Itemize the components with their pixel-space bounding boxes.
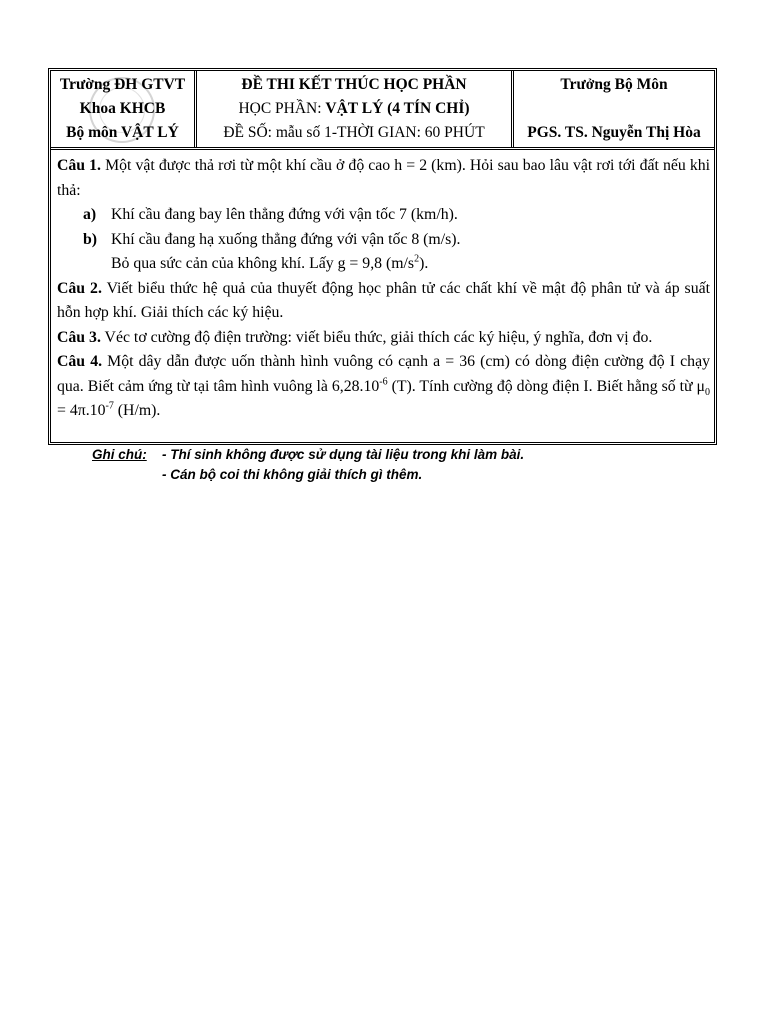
question-1-note (57, 252, 710, 277)
question-3 (57, 326, 710, 351)
question-2 (57, 277, 710, 326)
question-1a-text: Khí cầu đang bay lên thẳng đứng với vận tốc 7 (km/h). (111, 206, 458, 223)
question-1b (57, 228, 710, 253)
question-1b-text: Khí cầu đang hạ xuống thẳng đứng với vận tốc 8 (m/s). (111, 230, 461, 248)
question-4-text: (H/m). (113, 402, 161, 419)
exam-frame (48, 68, 717, 445)
question-1a-label: a) (83, 206, 97, 223)
course-line (197, 97, 511, 121)
question-4-text: Một dây dẫn được uốn thành hình vuông có cạnh a = 36 (cm) có dòng điện cường độ I chạy qua. Biết cảm ứng từ tại tâm hình vuông là 6,28.10 (57, 353, 710, 395)
questions-body (51, 150, 714, 442)
note-label: Ghi chú: (92, 447, 147, 462)
question-1b-label: b) (83, 230, 98, 248)
question-4 (57, 350, 710, 424)
question-3-text: Véc tơ cường độ điện trường: viết biểu thức, giải thích các ký hiệu, ý nghĩa, đơn vị đo. (100, 328, 653, 346)
question-1 (57, 154, 710, 203)
exam-title: ĐỀ THI KẾT THÚC HỌC PHẦN (241, 76, 467, 93)
question-1-label: Câu 1. (57, 157, 102, 174)
question-2-text: Viết biểu thức hệ quả của thuyết động học phân tử các chất khí về mật độ phân tử và áp suất hỗn hợp khí. Giải thích các ký hiệu. (57, 279, 711, 321)
exam-header (51, 71, 714, 150)
exam-info-cell (197, 71, 514, 147)
exponent: 2 (414, 253, 420, 265)
signature-cell (514, 71, 714, 147)
question-1-note-end: ). (419, 255, 429, 272)
school-name: Trường ĐH GTVT (59, 76, 186, 93)
question-1-note-text: Bỏ qua sức cản của không khí. Lấy g = 9,8 (m/s (111, 255, 415, 272)
question-1-text: Một vật được thả rơi từ một khí cầu ở độ cao h = 2 (km). Hỏi sau bao lâu vật rơi tới đất nếu khi thả: (57, 157, 711, 199)
faculty-name: Khoa KHCB (79, 100, 166, 117)
question-2-label: Câu 2. (57, 279, 102, 297)
subscript: 0 (705, 386, 710, 398)
head-title: Trưởng Bộ Môn (560, 76, 668, 93)
course-name: VẬT LÝ (4 TÍN CHỈ) (325, 100, 470, 117)
question-4-text: = 4π.10 (57, 402, 106, 419)
head-name: PGS. TS. Nguyễn Thị Hòa (527, 124, 701, 141)
note-line-1 (92, 445, 524, 465)
question-1a (57, 203, 710, 228)
exam-note (92, 445, 524, 485)
note-text-2: - Cán bộ coi thi không giải thích gì thêm. (162, 467, 423, 482)
exponent: -7 (105, 400, 114, 412)
school-cell (51, 71, 197, 147)
exponent: -6 (379, 376, 388, 388)
question-3-label: Câu 3. (57, 328, 101, 346)
department-name: Bộ môn VẬT LÝ (66, 124, 179, 141)
course-prefix: HỌC PHẦN: (238, 100, 326, 117)
note-text-1: - Thí sinh không được sử dụng tài liệu trong khi làm bài. (162, 447, 525, 462)
question-4-text: (T). Tính cường độ dòng điện I. Biết hằng số từ μ (387, 377, 705, 395)
exam-code: ĐỀ SỐ: mẫu số 1-THỜI GIAN: 60 PHÚT (223, 124, 485, 141)
question-4-label: Câu 4. (57, 353, 103, 370)
